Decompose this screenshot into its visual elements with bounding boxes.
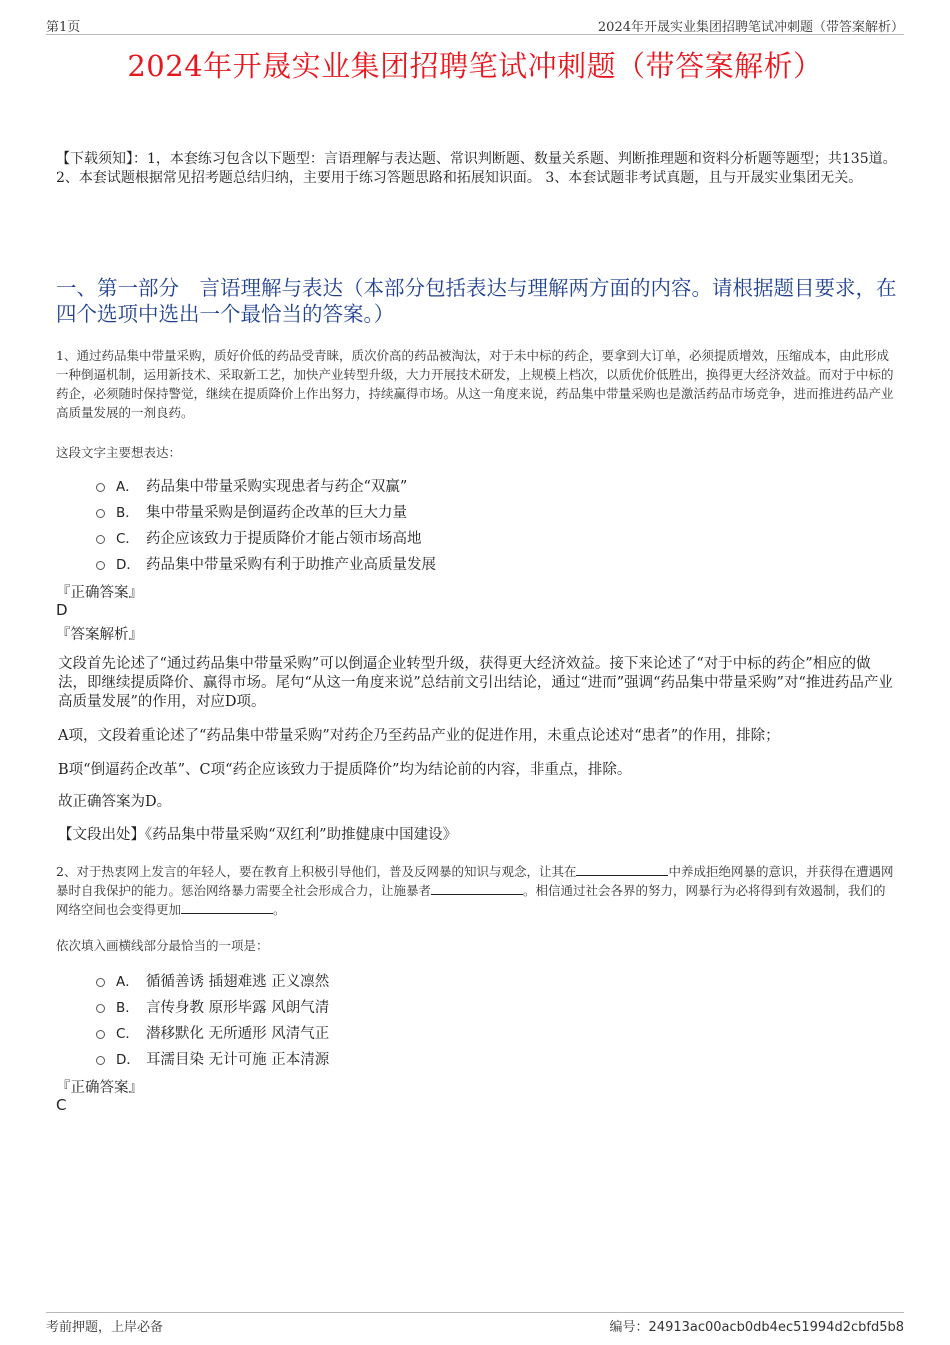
- option-text: 药品集中带量采购有利于助推产业高质量发展: [146, 556, 436, 573]
- option-text: 集中带量采购是倒逼药企改革的巨大力量: [146, 504, 407, 521]
- document-title: 2024年开晟实业集团招聘笔试冲刺题（带答案解析）: [127, 49, 823, 83]
- radio-icon[interactable]: [96, 561, 105, 570]
- option-text: 潜移默化 无所遁形 风清气正: [146, 1025, 330, 1042]
- radio-icon[interactable]: [96, 535, 105, 544]
- option-text: 药品集中带量采购实现患者与药企“双赢”: [146, 478, 408, 495]
- answer-label: 『正确答案』: [56, 1080, 143, 1096]
- radio-icon[interactable]: [96, 1056, 105, 1065]
- option-b[interactable]: B． 集中带量采购是倒逼药企改革的巨大力量: [96, 498, 436, 524]
- answer-label: 『正确答案』: [56, 585, 143, 601]
- analysis-label: 『答案解析』: [56, 627, 143, 643]
- fill-blank: [431, 882, 523, 895]
- question-1-text: 1、通过药品集中带量采购，质好价低的药品受青睐，质次价高的药品被淘汰，对于未中标的药企，要拿到大订单，必须提质增效，压缩成本，由此形成一种倒逼机制，运用新技术、采取新工艺，加快产业转型升级，大力开展技术研发，上规模上档次，以质优价低胜出，换得更大经济效益。而对于中标的药企，必须随时保持警觉，继续在提质降价上作出努力，持续赢得市场。从这一角度来说，药品集中带量采购也是激活药品市场竞争，进而推进药品产业高质量发展的一剂良药。: [56, 348, 894, 420]
- page-footer: [46, 1312, 904, 1335]
- question-2-prompt: 依次填入画横线部分最恰当的一项是：: [56, 938, 269, 953]
- footer-slogan: 考前押题，上岸必备: [46, 1320, 164, 1335]
- answer-value: D: [56, 601, 68, 619]
- option-b[interactable]: B． 言传身教 原形毕露 风朗气清: [96, 993, 329, 1019]
- option-text: 言传身教 原形毕露 风朗气清: [146, 999, 330, 1016]
- analysis-paragraph: A项，文段着重论述了“药品集中带量采购”对药企乃至药品产业的促进作用，未重点论述对“患者”的作用，排除；: [58, 728, 780, 744]
- option-text: 耳濡目染 无计可施 正本清源: [146, 1051, 330, 1068]
- footer-code: 编号：24913ac00acb0db4ec51994d2cbfd5b8: [609, 1320, 904, 1335]
- analysis-paragraph: B项“倒逼药企改革”、C项“药企应该致力于提质降价”均为结论前的内容，非重点，排除。: [58, 762, 632, 778]
- option-text: 药企应该致力于提质降价才能占领市场高地: [146, 530, 422, 547]
- radio-icon[interactable]: [96, 978, 105, 987]
- page-number: 第1页: [46, 20, 81, 35]
- download-notice: 【下载须知】：1，本套练习包含以下题型：言语理解与表达题、常识判断题、数量关系题、判断推理题和资料分析题等题型；共135道。 2、本套试题根据常见招考题总结归纳，主要用于练习答题思路和拓展知识面。 3、本套试题非考试真题，且与开晟实业集团无关。: [56, 151, 897, 186]
- source-citation: 【文段出处】《药品集中带量采购“双红利”助推健康中国建设》: [58, 827, 458, 843]
- option-c[interactable]: C． 潜移默化 无所遁形 风清气正: [96, 1019, 329, 1045]
- option-a[interactable]: A． 药品集中带量采购实现患者与药企“双赢”: [96, 472, 436, 498]
- option-d[interactable]: D． 药品集中带量采购有利于助推产业高质量发展: [96, 550, 436, 576]
- option-d[interactable]: D． 耳濡目染 无计可施 正本清源: [96, 1045, 329, 1071]
- radio-icon[interactable]: [96, 1030, 105, 1039]
- radio-icon[interactable]: [96, 1004, 105, 1013]
- page-header: [46, 14, 904, 35]
- question-1-options: [96, 472, 436, 576]
- radio-icon[interactable]: [96, 483, 105, 492]
- answer-value: C: [56, 1096, 67, 1114]
- analysis-paragraph: 文段首先论述了“通过药品集中带量采购”可以倒逼企业转型升级，获得更大经济效益。接下来论述了“对于中标的药企”相应的做法，即继续提质降价、赢得市场。尾句“从这一角度来说”总结前文引出结论，通过“进而”强调“药品集中带量采购”对“推进药品产业高质量发展”的作用，对应D项。: [58, 656, 893, 710]
- question-2-text: 2、对于热衷网上发言的年轻人，要在教育上积极引导他们，普及反网暴的知识与观念，让其在 中养成拒绝网暴的意识，并获得在遭遇网暴时自我保护的能力。惩治网络暴力需要全社会形成合力，让施暴者 。相信通过社会各界的努力，网暴行为必将得到有效遏制，我们的网络空间也会变得更加 。: [56, 864, 894, 917]
- option-text: 循循善诱 插翅难逃 正义凛然: [146, 973, 330, 990]
- section-title: 一、第一部分 言语理解与表达（本部分包括表达与理解两方面的内容。请根据题目要求，在四个选项中选出一个最恰当的答案。）: [56, 276, 897, 326]
- analysis-paragraph: 故正确答案为D。: [58, 794, 172, 810]
- header-doc-name: 2024年开晟实业集团招聘笔试冲刺题（带答案解析）: [597, 20, 904, 35]
- question-2-options: [96, 967, 329, 1071]
- option-c[interactable]: C． 药企应该致力于提质降价才能占领市场高地: [96, 524, 436, 550]
- fill-blank: [181, 901, 273, 914]
- question-1-prompt: 这段文字主要想表达：: [56, 445, 182, 460]
- radio-icon[interactable]: [96, 509, 105, 518]
- option-a[interactable]: A． 循循善诱 插翅难逃 正义凛然: [96, 967, 329, 993]
- fill-blank: [576, 863, 668, 876]
